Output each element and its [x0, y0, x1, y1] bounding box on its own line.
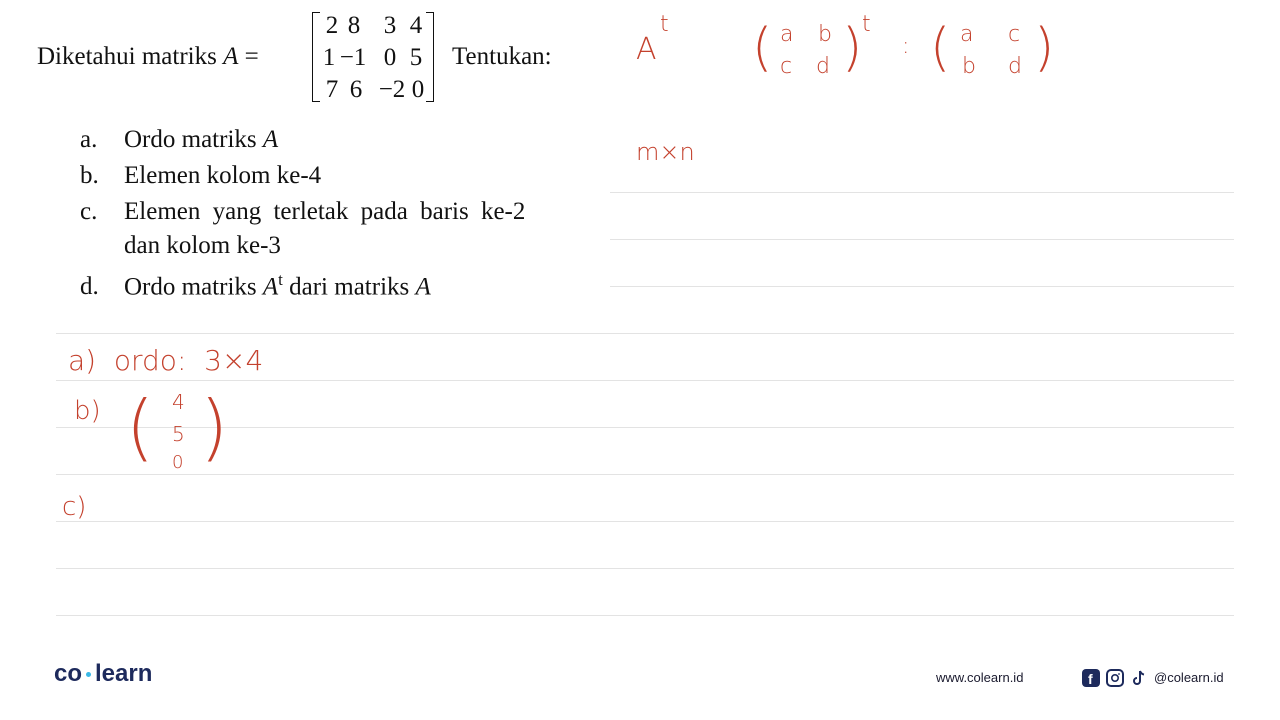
- social-handle[interactable]: @colearn.id: [1154, 670, 1224, 685]
- ruled-line: [56, 474, 1234, 475]
- hand-sup-t: t: [862, 12, 871, 37]
- hand-equals: :: [902, 34, 910, 59]
- colearn-logo: [54, 660, 152, 688]
- ruled-line: [610, 239, 1234, 240]
- item-text: dari matriks: [282, 273, 416, 301]
- question-item-a: [80, 126, 278, 154]
- item-text: Ordo matriks: [124, 273, 263, 301]
- ruled-line: [56, 333, 1234, 334]
- website-link[interactable]: www.colearn.id: [936, 670, 1024, 685]
- hand-paren-left: (: [126, 385, 155, 469]
- hand-cell: c: [1008, 22, 1021, 47]
- superscript-t: t: [278, 270, 283, 289]
- matrix-cell: −2: [378, 76, 406, 103]
- matrix-cell: 4: [409, 12, 423, 39]
- matrix-cell: 5: [409, 44, 423, 71]
- hand-a: A: [636, 32, 657, 67]
- hand-cell: a: [960, 22, 974, 47]
- hand-vector-cell: 4: [172, 390, 185, 414]
- hand-sup-t: t: [660, 12, 669, 37]
- tentukan-label: Tentukan:: [452, 43, 552, 70]
- item-text-continued: dan kolom ke-3: [124, 232, 281, 259]
- matrix-cell: 6: [349, 76, 363, 103]
- var-a: A: [415, 273, 431, 301]
- question-item-c: [80, 198, 525, 226]
- matrix-cell: 2: [325, 12, 339, 39]
- hand-paren-right: ): [842, 18, 863, 78]
- hand-cell: d: [1008, 54, 1022, 79]
- item-letter: b.: [80, 162, 99, 189]
- right-bracket: [426, 12, 434, 102]
- hand-answer-a: a) ordo: 3×4: [68, 344, 264, 377]
- hand-answer-b-label: b): [74, 396, 101, 426]
- facebook-icon[interactable]: [1082, 669, 1100, 687]
- ruled-line: [56, 521, 1234, 522]
- hand-cell: a: [780, 22, 794, 47]
- hand-cell: d: [816, 54, 830, 79]
- equals-sign: =: [244, 43, 259, 70]
- hand-paren-right: ): [1034, 18, 1055, 78]
- matrix-cell: 0: [411, 76, 425, 103]
- hand-vector-cell: 5: [172, 422, 185, 446]
- hand-cell: c: [780, 54, 793, 79]
- matrix-cell: 3: [383, 12, 397, 39]
- matrix-cell: −1: [339, 44, 367, 71]
- logo-dot-icon: [86, 672, 91, 677]
- item-letter: a.: [80, 126, 98, 153]
- item-letter: c.: [80, 198, 98, 225]
- hand-paren-left: (: [930, 18, 951, 78]
- item-letter: d.: [80, 273, 99, 301]
- hand-mxn: m×n: [636, 138, 695, 166]
- left-bracket: [312, 12, 320, 102]
- hand-vector-cell: 0: [172, 452, 184, 473]
- item-text: Elemen kolom ke-4: [124, 162, 322, 189]
- var-a: A: [262, 273, 279, 301]
- question-intro: [37, 43, 259, 71]
- logo-learn: learn: [95, 660, 153, 687]
- matrix-cell: 7: [325, 76, 339, 103]
- matrix-cell: 1: [322, 44, 336, 71]
- hand-cell: b: [818, 22, 832, 47]
- tiktok-icon[interactable]: [1130, 669, 1148, 687]
- ruled-line: [56, 568, 1234, 569]
- hand-paren-right: ): [200, 385, 229, 469]
- intro-text: Diketahui matriks: [37, 43, 217, 70]
- hand-answer-c-label: c): [62, 492, 87, 522]
- ruled-line: [610, 286, 1234, 287]
- var-a: A: [262, 126, 279, 153]
- matrix-cell: 8: [347, 12, 361, 39]
- var-a: A: [223, 43, 239, 70]
- matrix-a: [312, 10, 434, 106]
- ruled-line: [56, 380, 1234, 381]
- item-text: Elemen yang terletak pada baris ke-2: [124, 198, 526, 225]
- question-item-d: [80, 270, 431, 301]
- matrix-cell: 0: [383, 44, 397, 71]
- item-text: Ordo matriks: [124, 126, 263, 153]
- logo-co: co: [54, 660, 83, 687]
- ruled-line: [56, 427, 1234, 428]
- question-item-b: [80, 162, 321, 190]
- ruled-line: [56, 615, 1234, 616]
- instagram-icon[interactable]: [1106, 669, 1124, 687]
- hand-cell: b: [962, 54, 976, 79]
- hand-paren-left: (: [752, 18, 773, 78]
- ruled-line: [610, 192, 1234, 193]
- svg-text:f: f: [1088, 671, 1093, 687]
